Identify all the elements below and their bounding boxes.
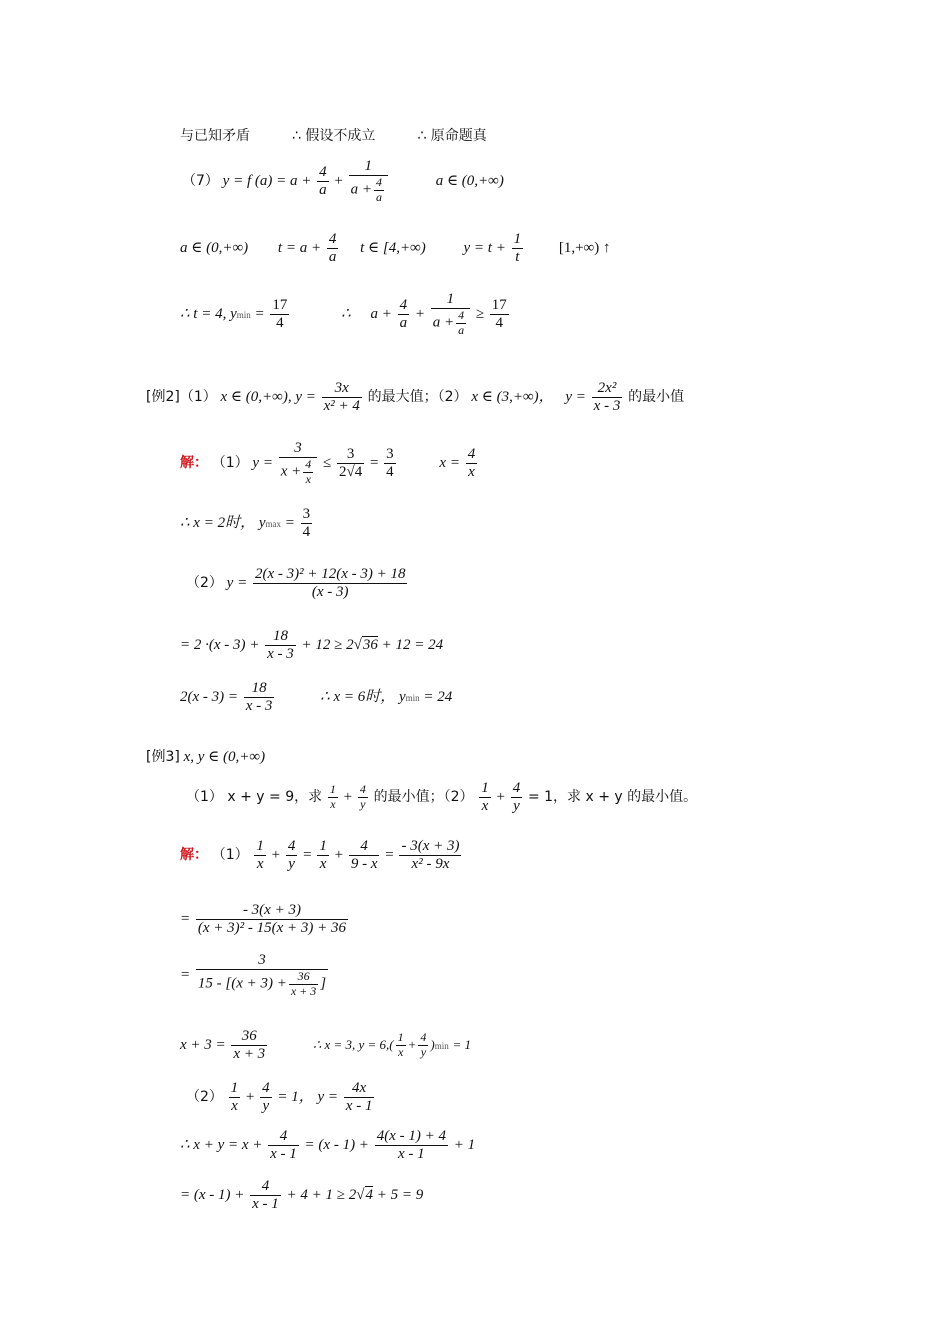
solution-2-2-step: = 2 ·(x - 3) + $\frac{18}{x - 3}$ + 12 ≥ 2√36 + 12 = 24 (180, 628, 444, 663)
solution-2-2: （2） y = $\frac{\text{2(x - 3)² + 12(x - 3) + 18}}{(x - 3)}$ (186, 566, 406, 601)
solution-3-1-step2: = 3 15 - [(x + 3) + $\frac{36}{x + 3}$ ] (180, 952, 327, 999)
conclusion-line: 与已知矛盾 ∴ 假设不成立 ∴ 原命题真 (180, 128, 487, 144)
solution-3-1-step1: = $\frac{- 3(x + 3)}{\text{(x + 3)² - 15(x + 3) + 36}}$ (180, 902, 347, 937)
solution-3-1: 解： （1） $\frac{1}{x}$ + $\frac{4}{y}$ = $\frac{1}{x}$ + $\frac{4}{9 - x}$ = $\frac{- 3(x + 3)}{\text{x² - 9x}}$ (180, 838, 460, 873)
solution-3-2-step1: ∴ x + y = x + $\frac{4}{x - 1}$ = (x - 1) + $\frac{4(x - 1) + 4}{x - 1}$ + 1 (180, 1128, 476, 1163)
fraction: $\frac{1}{t}$ (513, 231, 522, 266)
domain-text: a ∈ (0,+∞) (435, 172, 504, 189)
solution-3-2-step2: = (x - 1) + $\frac{4}{x - 1}$ + 4 + 1 ≥ 2√4 + 5 = 9 (180, 1178, 424, 1213)
solution-2-2-result: 2(x - 3) = $\frac{18}{x - 3}$ ∴ x = 6时， ymin = 24 (180, 680, 453, 715)
example-3: [例3] x, y ∈ (0,+∞) (146, 749, 266, 765)
fraction: $\frac{4}{a}$ (319, 163, 327, 198)
solution-3-1-result: x + 3 = $\frac{36}{x + 3}$ ∴ x = 3, y = 6,( $\frac{1}{x}$ + $\frac{4}{y}$ )min = 1 (180, 1028, 472, 1063)
result-line: ∴ t = 4, ymin = $\frac{17}{4}$ ∴ a + $\frac{4}{a}$ + 1 a + $\frac{4}{a}$ ≥ $\frac{17}{4}$ (180, 291, 507, 338)
example-3-question: （1） x + y = 9，求 $\frac{1}{x}$ + $\frac{4}{y}$ 的最小值；（2） $\frac{1}{x}$ + $\frac{4}{y}$ = 1，求 x + y 的最小值。 (186, 780, 698, 815)
item-7: （7） y = f (a) = a + $\frac{4}{a}$ + 1 a + $\frac{4}{a}$ a ∈ (0,+∞) (182, 158, 504, 205)
fraction: 1 a + $\frac{4}{a}$ (349, 158, 388, 205)
fraction: $\frac{4}{a}$ (328, 231, 337, 266)
item-label: （7） (182, 172, 219, 189)
solution-2-1-result: ∴ x = 2时， ymax = $\frac{3}{4}$ (180, 506, 311, 541)
solution-label: 解： (180, 454, 208, 471)
substitution-line: a ∈ (0,+∞) t = a + $\frac{4}{a}$ t ∈ [4,+∞) y = t + $\frac{1}{t}$ [1,+∞) ↑ (180, 231, 611, 266)
example-2: [例2]（1） x ∈ (0,+∞), y = $\frac{3x}{\text{x² + 4}}$ 的最大值；（2） x ∈ (3,+∞)， y = $\frac{\text{2x²}}{x - 3}$ 的最小值 (146, 380, 685, 415)
solution-2-1: 解： （1） y = 3 x + $\frac{4}{x}$ ≤ $\frac{3}{2√4}$ = $\frac{3}{4}$ x = $\frac{4}{x}$ (180, 440, 476, 487)
solution-3-2: （2） $\frac{1}{x}$ + $\frac{4}{y}$ = 1， y = $\frac{4x}{x - 1}$ (186, 1080, 373, 1115)
formula-text: y = f (a) = a + (222, 172, 312, 189)
